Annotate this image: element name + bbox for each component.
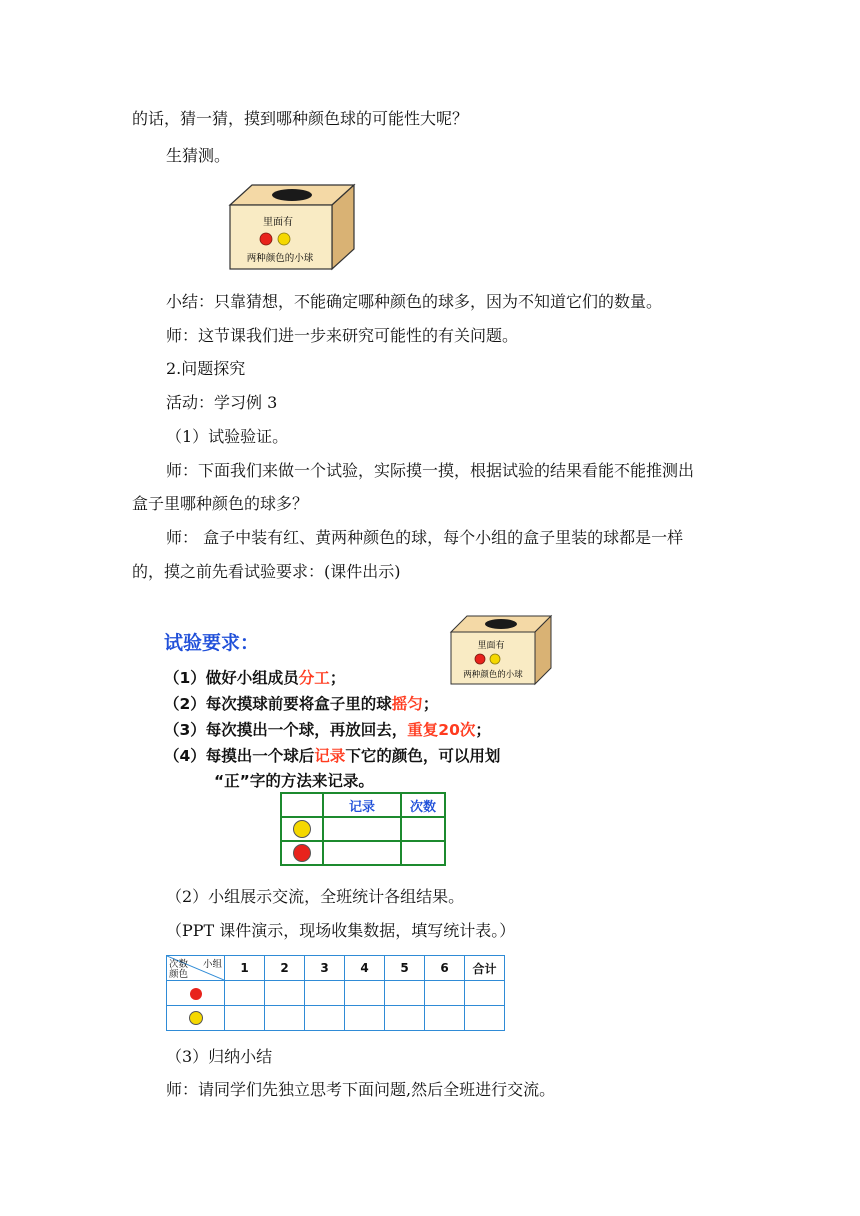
column-header: 6 — [425, 956, 465, 981]
table-row — [281, 841, 445, 865]
table-cell — [265, 981, 305, 1006]
column-header: 5 — [385, 956, 425, 981]
paragraph-line: （PPT 课件演示，现场收集数据，填写统计表。） — [166, 921, 516, 940]
yellow-ball-icon — [278, 233, 290, 245]
red-ball-icon — [190, 988, 202, 1000]
table-cell — [345, 1006, 385, 1031]
table-cell — [425, 1006, 465, 1031]
paragraph-line: 盒子里哪种颜色的球多？ — [132, 494, 309, 513]
red-ball-icon — [293, 844, 311, 862]
paragraph-line: 师：请同学们先独立思考下面问题,然后全班进行交流。 — [166, 1080, 556, 1099]
table-cell — [281, 841, 323, 865]
table-cell — [281, 817, 323, 841]
slide-title: 试验要求： — [164, 632, 260, 654]
table-cell — [281, 793, 323, 817]
column-header: 1 — [225, 956, 265, 981]
corner-label-bottom: 颜色 — [169, 969, 189, 980]
table-cell — [167, 981, 225, 1006]
mystery-box-illustration-small — [449, 614, 553, 686]
table-row — [167, 956, 505, 981]
paragraph-line: 的话，猜一猜，摸到哪种颜色球的可能性大呢？ — [132, 109, 469, 128]
yellow-ball-icon — [293, 820, 311, 838]
table-cell — [323, 817, 401, 841]
corner-label-right: 小组 — [202, 959, 222, 970]
column-header: 3 — [305, 956, 345, 981]
table-header-count: 次数 — [401, 793, 445, 817]
requirement-3: （3）每次摸出一个球，再放回去，重复20次； — [164, 721, 491, 739]
column-header: 2 — [265, 956, 305, 981]
table-row — [281, 817, 445, 841]
requirement-1: （1）做好小组成员分工； — [164, 669, 346, 687]
column-header-total: 合计 — [465, 956, 505, 981]
table-cell — [345, 981, 385, 1006]
diagonal-header-cell — [167, 956, 225, 981]
box-label-line1: 里面有 — [263, 217, 293, 228]
paragraph-line: （1）试验验证。 — [166, 427, 289, 446]
record-table — [280, 792, 446, 866]
table-cell — [465, 1006, 505, 1031]
table-cell — [385, 1006, 425, 1031]
table-cell — [425, 981, 465, 1006]
paragraph-line: 小结：只靠猜想，不能确定哪种颜色的球多，因为不知道它们的数量。 — [166, 292, 663, 311]
table-header-record: 记录 — [323, 793, 401, 817]
red-ball-icon — [475, 654, 485, 664]
table-cell — [167, 1006, 225, 1031]
table-cell — [225, 981, 265, 1006]
red-ball-icon — [260, 233, 272, 245]
table-cell — [401, 817, 445, 841]
requirement-4-continued: “正”字的方法来记录。 — [214, 772, 374, 790]
corner-label-top: 次数 — [169, 959, 189, 970]
paragraph-line: 师： 盒子中装有红、黄两种颜色的球，每个小组的盒子里装的球都是一样 — [166, 528, 684, 547]
box-label-line2: 两种颜色的小球 — [246, 253, 314, 264]
paragraph-line: 师：下面我们来做一个试验，实际摸一摸，根据试验的结果看能不能推测出 — [166, 461, 695, 480]
box-label-line2: 两种颜色的小球 — [463, 670, 523, 680]
table-row — [167, 1006, 505, 1031]
table-cell — [465, 981, 505, 1006]
box-label-line1: 里面有 — [477, 641, 505, 651]
paragraph-line: （3）归纳小结 — [166, 1047, 273, 1066]
paragraph-line: 2.问题探究 — [166, 359, 246, 378]
table-cell — [323, 841, 401, 865]
table-row — [167, 981, 505, 1006]
statistics-table — [166, 955, 505, 1031]
paragraph-line: 的，摸之前先看试验要求：(课件出示) — [132, 562, 401, 581]
column-header: 4 — [345, 956, 385, 981]
paragraph-line: （2）小组展示交流，全班统计各组结果。 — [166, 887, 465, 906]
table-cell — [401, 841, 445, 865]
requirement-2: （2）每次摸球前要将盒子里的球摇匀； — [164, 695, 439, 713]
table-cell — [385, 981, 425, 1006]
table-cell — [305, 1006, 345, 1031]
table-cell — [305, 981, 345, 1006]
yellow-ball-icon — [189, 1011, 203, 1025]
table-cell — [225, 1006, 265, 1031]
yellow-ball-icon — [490, 654, 500, 664]
table-cell — [265, 1006, 305, 1031]
paragraph-line: 师：这节课我们进一步来研究可能性的有关问题。 — [166, 326, 519, 345]
paragraph-line: 生猜测。 — [166, 146, 231, 165]
table-row — [281, 793, 445, 817]
paragraph-line: 活动：学习例 3 — [166, 393, 278, 412]
mystery-box-illustration — [228, 183, 356, 271]
requirement-4: （4）每摸出一个球后记录下它的颜色，可以用划 — [164, 747, 501, 765]
